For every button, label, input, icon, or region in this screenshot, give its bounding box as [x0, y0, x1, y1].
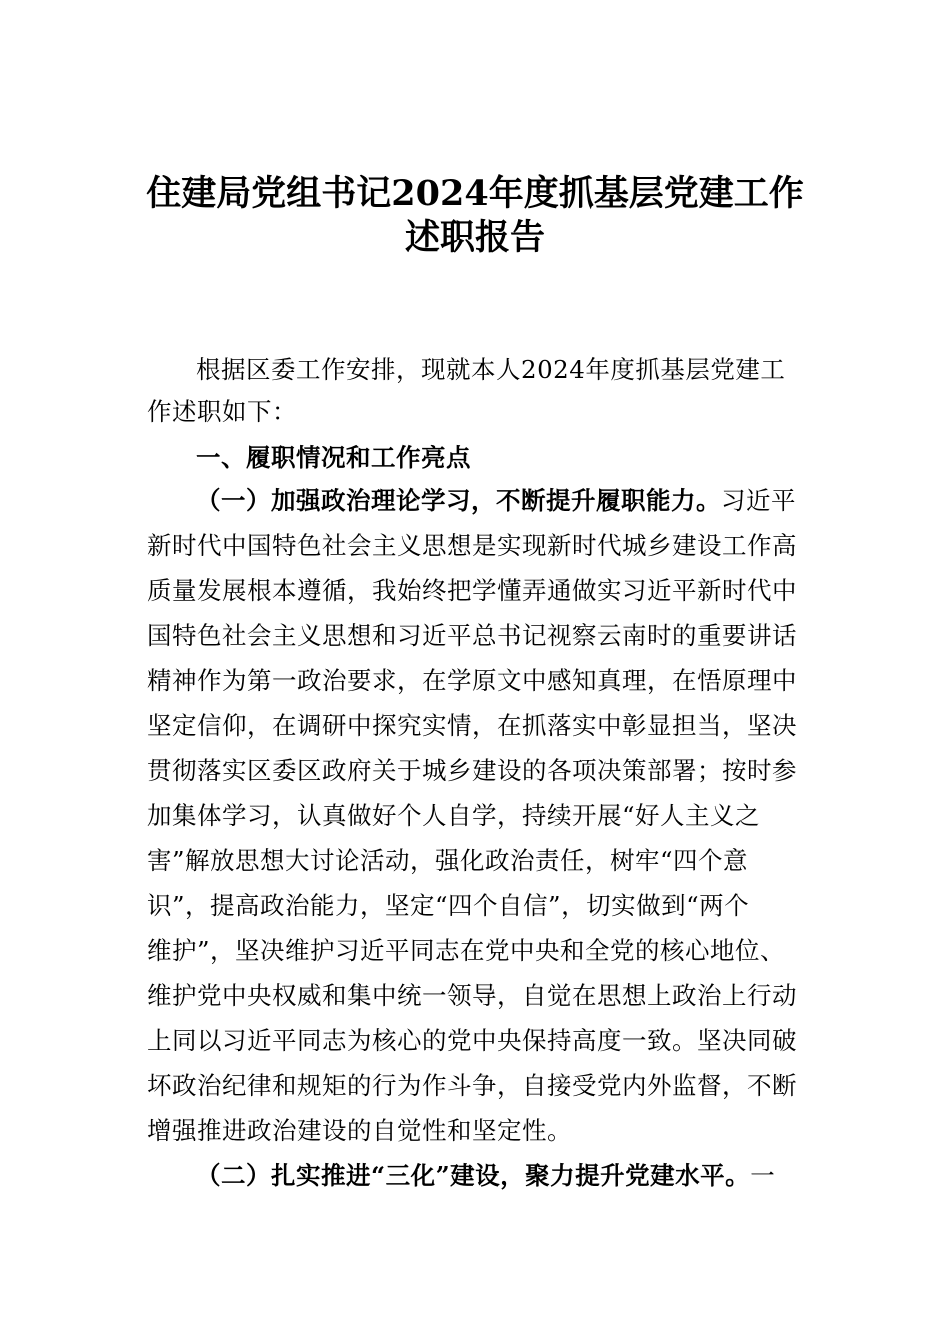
- section-heading: 一、履职情况和工作亮点: [196, 443, 471, 472]
- body-text: 习近平: [721, 486, 796, 515]
- body-line: 贯彻落实区委区政府关于城乡建设的各项决策部署；按时参: [147, 756, 797, 785]
- document-title-line-2: 述职报告: [404, 217, 545, 258]
- body-line: 害”解放思想大讨论活动，强化政治责任，树牢“四个意: [147, 846, 749, 875]
- body-line: 新时代中国特色社会主义思想是实现新时代城乡建设工作高: [147, 531, 797, 560]
- body-line: 国特色社会主义思想和习近平总书记视察云南时的重要讲话: [147, 621, 797, 650]
- body-line: [196, 480, 866, 522]
- body-line: 作述职如下：: [147, 397, 297, 426]
- body-line: [196, 1155, 866, 1197]
- body-line: 维护党中央权威和集中统一领导，自觉在思想上政治上行动: [147, 981, 797, 1010]
- body-line: 加集体学习，认真做好个人自学，持续开展“好人主义之: [147, 801, 761, 830]
- body-line: 根据区委工作安排，现就本人2024年度抓基层党建工: [196, 355, 786, 384]
- body-line: 坚定信仰，在调研中探究实情，在抓落实中彰显担当，坚决: [147, 711, 797, 740]
- body-line: 质量发展根本遵循，我始终把学懂弄通做实习近平新时代中: [147, 576, 797, 605]
- body-line: 维护”，坚决维护习近平同志在党中央和全党的核心地位、: [147, 936, 786, 965]
- body-line: 坏政治纪律和规矩的行为作斗争，自接受党内外监督，不断: [147, 1071, 797, 1100]
- subsection-heading: （一）加强政治理论学习，不断提升履职能力。: [196, 486, 721, 515]
- body-line: 上同以习近平同志为核心的党中央保持高度一致。坚决同破: [147, 1026, 797, 1055]
- document-title-line-1: 住建局党组书记2024年度抓基层党建工作: [146, 173, 804, 214]
- body-line: 增强推进政治建设的自觉性和坚定性。: [147, 1116, 572, 1145]
- subsection-heading: （二）扎实推进“三化”建设，聚力提升党建水平。: [196, 1161, 751, 1190]
- body-text: 一: [750, 1161, 776, 1190]
- body-line: 识”，提高政治能力，坚定“四个自信”，切实做到“两个: [147, 891, 750, 920]
- body-line: 精神作为第一政治要求，在学原文中感知真理，在悟原理中: [147, 666, 797, 695]
